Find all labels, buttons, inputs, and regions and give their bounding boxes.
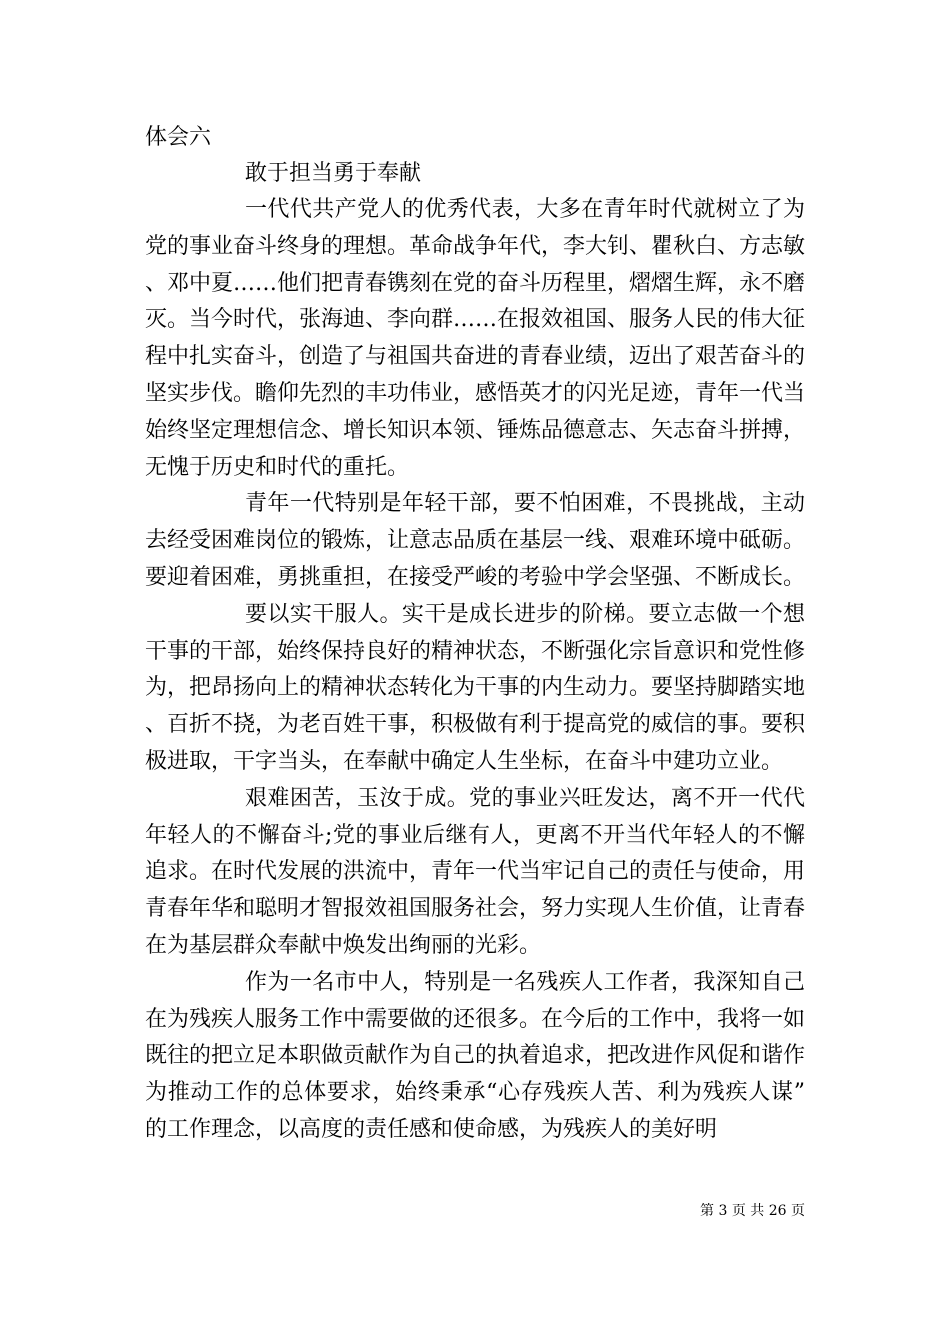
- paragraph-3: 要以实干服人。实干是成长进步的阶梯。要立志做一个想干事的干部，始终保持良好的精神状态，不断强化宗旨意识和党性修为，把昂扬向上的精神状态转化为干事的内生动力。要坚持脚踏实地、百折不挠，为老百姓干事，积极做有利于提高党的威信的事。要积极进取，干字当头，在奉献中确定人生坐标，在奋斗中建功立业。: [145, 601, 806, 774]
- document-body: [145, 120, 805, 1149]
- article-title: 敢于担当勇于奉献: [245, 161, 422, 186]
- page-number-footer: 第 3 页 共 26 页: [700, 1203, 805, 1219]
- paragraph-2: 青年一代特别是年轻干部，要不怕困难，不畏挑战，主动去经受困难岗位的锻炼，让意志品质在基层一线、艰难环境中砥砺。要迎着困难，勇挑重担，在接受严峻的考验中学会坚强、不断成长。: [145, 491, 806, 590]
- paragraph-4: 艰难困苦，玉汝于成。党的事业兴旺发达，离不开一代代年轻人的不懈奋斗;党的事业后继有人，更离不开当代年轻人的不懈追求。在时代发展的洪流中，青年一代当牢记自己的责任与使命，用青春年华和聪明才智报效祖国服务社会，努力实现人生价值，让青春在为基层群众奉献中焕发出绚丽的光彩。: [145, 785, 806, 958]
- section-heading: 体会六: [145, 125, 212, 150]
- paragraph-5: 作为一名市中人，特别是一名残疾人工作者，我深知自己在为残疾人服务工作中需要做的还很多。在今后的工作中，我将一如既往的把立足本职做贡献作为自己的执着追求，把改进作风促和谐作为推动工作的总体要求，始终秉承“心存残疾人苦、利为残疾人谋”的工作理念，以高度的责任感和使命感，为残疾人的美好明: [145, 969, 806, 1142]
- paragraph-1: 一代代共产党人的优秀代表，大多在青年时代就树立了为党的事业奋斗终身的理想。革命战争年代，李大钊、瞿秋白、方志敏、邓中夏……他们把青春镌刻在党的奋斗历程里，熠熠生辉，永不磨灭。当今时代，张海迪、李向群……在报效祖国、服务人民的伟大征程中扎实奋斗，创造了与祖国共奋进的青春业绩，迈出了艰苦奋斗的坚实步伐。瞻仰先烈的丰功伟业，感悟英才的闪光足迹，青年一代当始终坚定理想信念、增长知识本领、锤炼品德意志、矢志奋斗拼搏，无愧于历史和时代的重托。: [145, 197, 806, 480]
